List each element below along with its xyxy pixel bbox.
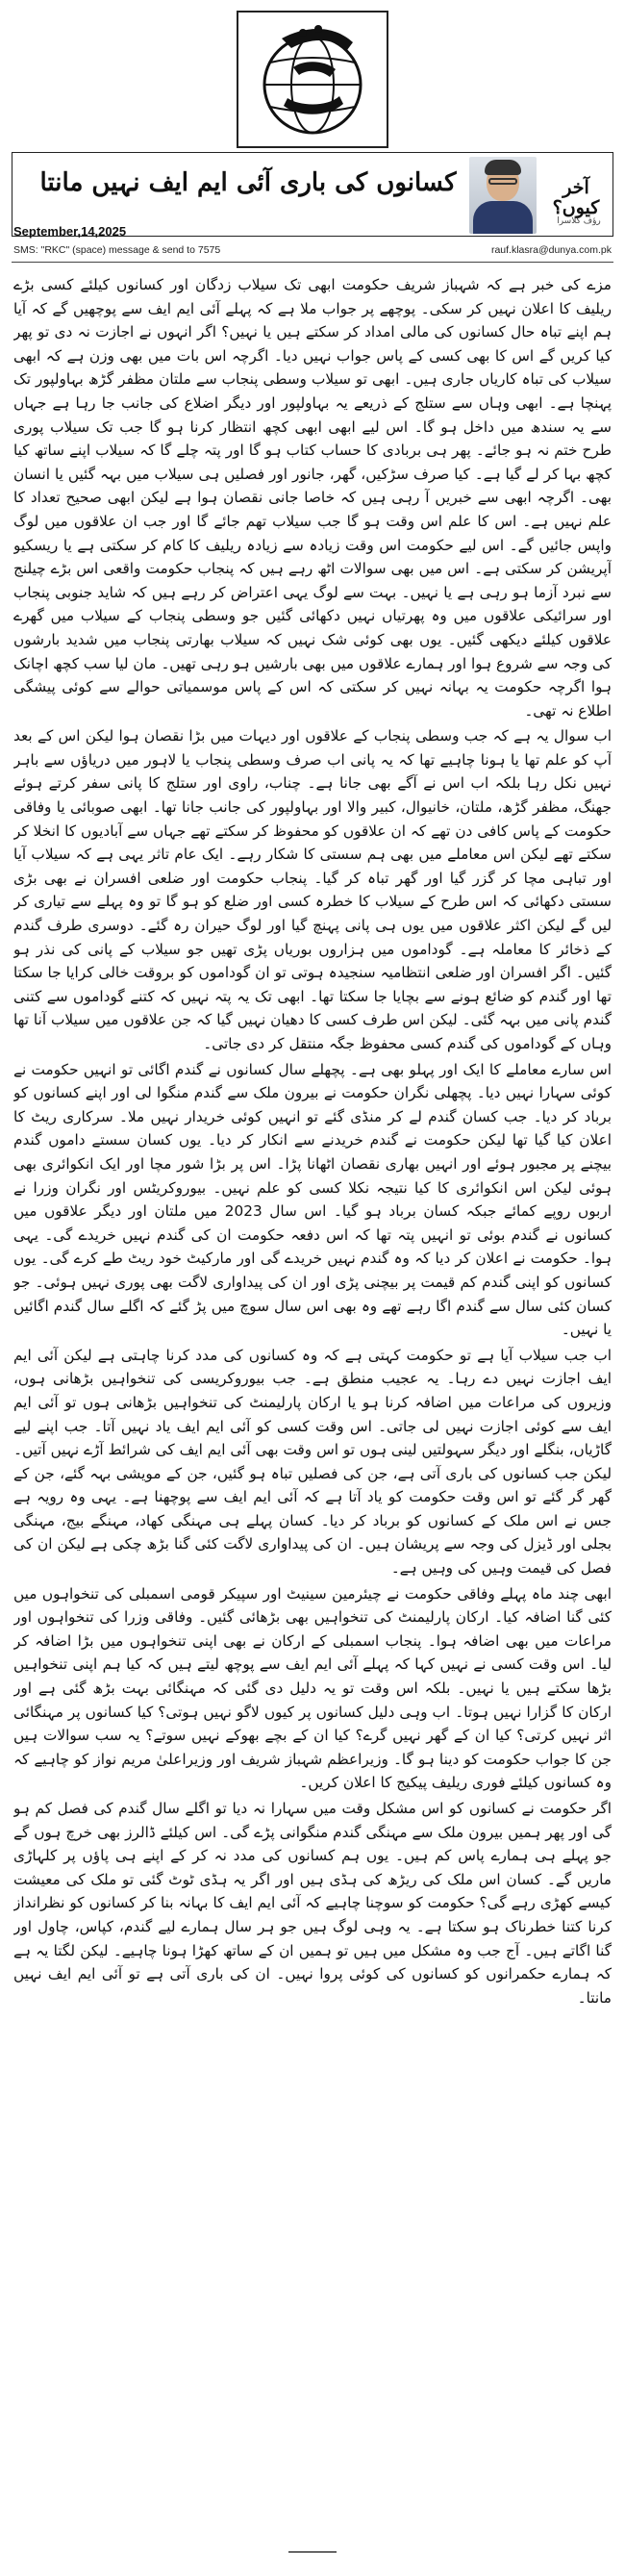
column-name: آخر کیوں؟	[552, 177, 600, 218]
publish-date: September,14,2025	[13, 224, 127, 239]
article-paragraph: اس سارے معاملے کا ایک اور پہلو بھی ہے۔ پچھلے سال کسانوں نے گندم اگائی تو انہیں حکومت نے کوئی سہارا نہیں دیا۔ پچھلی نگران حکومت نے بیرون ملک سے گندم منگوا لی اور اپنے کسانوں کو برباد کر دیا۔ جب کسان گندم لے کر منڈی گئے تو انہیں کوئی خریدار نہیں ملا۔ سرکاری ریٹ کا اعلان کیا گیا تھا لیکن حکومت نے گندم خریدنے سے انکار کر دیا۔ یوں کسان سستے داموں گندم بیچنے پر مجبور ہوئے اور انہیں بھاری نقصان اٹھانا پڑا۔ اس پر بڑا شور مچا اور ایک انکوائری بھی ہوئی لیکن اس انکوائری کا کیا نتیجہ نکلا کسی کو علم نہیں۔ بیوروکریٹس اور نگران وزرا نے اربوں روپے کمائے جبکہ کسان برباد ہو گیا۔ اس سال 2023 میں ملتان اور دیگر علاقوں میں کسانوں نے گندم بوئی تو انہیں پتہ تھا کہ اس دفعہ حکومت ان کی گندم نہیں خریدے گی۔ یہی ہوا۔ حکومت نے اعلان کر دیا کہ وہ گندم نہیں خریدے گی اور مارکیٹ خود ریٹ طے کرے گی۔ یوں کسانوں کو اپنی گندم کم قیمت پر بیچنی پڑی اور ان کی پیداواری لاگت بھی پوری نہیں ہوئی۔ جو کسان کئی سال سے گندم اگا رہے تھے وہ بھی اس سال سوچ میں پڑ گئے کہ اگلے سال گندم اگائیں یا نہیں۔	[13, 1060, 612, 1339]
article-paragraph: اگر حکومت نے کسانوں کو اس مشکل وقت میں سہارا نہ دیا تو اگلے سال گندم کی فصل کم ہو گی اور پھر ہمیں بیرون ملک سے مہنگی گندم منگوانی پڑے گی۔ اس کیلئے ڈالرز بھی خرچ ہوں گے جو پہلے ہی ہمارے پاس کم ہیں۔ یوں ہم کسانوں کی مدد نہ کر کے اپنے ہی پاؤں پر کلہاڑی ماریں گے۔ کسان اس ملک کی ریڑھ کی ہڈی ہیں اور اگر یہ ہڈی ٹوٹ گئی تو ملک کی معیشت کیسے کھڑی رہے گی؟ حکومت کو سوچنا چاہیے کہ آئی ایم ایف کا بہانہ بنا کر کسانوں کو نظرانداز کرنا کتنا خطرناک ہو سکتا ہے۔ یہ وہی لوگ ہیں جو ہر سال ہمارے لیے گندم، کپاس، چاول اور گنا اگاتے ہیں۔ آج جب وہ مشکل میں ہیں تو ہمیں ان کے ساتھ کھڑا ہونا چاہیے۔ لیکن لگتا یہ ہے کہ ہمارے حکمرانوں کو کسانوں کی کوئی پروا نہیں۔ ان کی باری آتی ہے تو آئی ایم ایف نہیں مانتا۔	[13, 1800, 612, 2007]
sms-instructions: SMS: "RKC" (space) message & send to 7575	[13, 244, 221, 256]
author-portrait-icon	[469, 157, 537, 234]
author-email-link[interactable]: rauf.klasra@dunya.com.pk	[490, 244, 612, 256]
article-paragraph: اب سوال یہ ہے کہ جب وسطی پنجاب کے علاقوں اور دیہات میں بڑا نقصان ہوا لیکن اس کے بعد آپ کو علم تھا یا ہونا چاہیے تھا کہ یہ پانی اب صرف وسطی پنجاب یا لاہور میں دریاؤں سے باہر نہیں نکل رہا بلکہ اب اس نے آگے بھی جانا ہے۔ چناب، راوی اور ستلج کا پانی سفر کرتے ہوئے جھنگ، مظفر گڑھ، ملتان، خانیوال، کبیر والا اور بہاولپور کی جانب جانا تھا۔ ابھی صوبائی یا وفاقی حکومت کے پاس کافی دن تھے کہ ان علاقوں کو محفوظ کر سکتے تھے جہاں سے آبادیوں کا انخلا کر سکتے تھے لیکن اس معاملے میں بھی ہم سستی کا شکار رہے۔ ایک عام تاثر یہی ہے کہ سیلاب آیا اور تباہی مچا کر گزر گیا اور گھر تباہ کر گیا۔ پنجاب حکومت اور ضلعی افسران نے بھی بڑی سستی دکھائی کہ اس طرح کے سیلاب کا خطرہ کسی اور ضلع کو ہو گا تو وہ پہلے سے تیاری کر لیں گے لیکن اکثر علاقوں میں یوں ہی پانی پہنچ گیا اور لوگ حیران رہ گئے۔ دوسری طرف گندم کے ذخائر کا معاملہ ہے۔ گوداموں میں ہزاروں بوریاں پڑی تھیں جو سیلاب کے پانی کی نذر ہو گئیں۔ اگر افسران اور ضلعی انتظامیہ سنجیدہ ہوتی تو ان گوداموں کو بروقت خالی کرایا جا سکتا تھا اور گندم کو ضائع ہونے سے بچایا جا سکتا تھا۔ ابھی تک یہ پتہ نہیں کہ کتنے گوداموں سے کتنی گندم پانی میں بہہ گئی۔ لیکن اس طرف کسی کا دھیان نہیں گیا کہ جن علاقوں میں سیلاب آنا تھا وہاں کے گوداموں کی گندم کسی محفوظ جگہ منتقل کر دی جاتی۔	[13, 727, 612, 1052]
article-paragraph: ابھی چند ماہ پہلے وفاقی حکومت نے چیئرمین سینیٹ اور سپیکر قومی اسمبلی کی تنخواہوں میں کئی گنا اضافہ کیا۔ ارکان پارلیمنٹ کی تنخواہیں بھی بڑھائی گئیں۔ وفاقی وزرا کی تنخواہوں اور مراعات میں بھی اضافہ ہوا۔ پنجاب اسمبلی کے ارکان نے بھی اپنی تنخواہوں میں بڑا اضافہ کر لیا۔ اس وقت کسی نے نہیں کہا کہ پہلے آئی ایم ایف سے پوچھ لیتے ہیں کہ کیا ہم اپنی تنخواہیں بڑھا سکتے ہیں یا نہیں۔ بلکہ اس وقت تو یہ دلیل دی گئی کہ مہنگائی بہت بڑھ گئی ہے اور ارکان کا گزارا نہیں ہوتا۔ اب وہی دلیل کسانوں پر کیوں لاگو نہیں ہوتی؟ کیا کسانوں پر مہنگائی اثر نہیں کرتی؟ کیا ان کے گھر نہیں گرے؟ کیا ان کے بچے بھوکے نہیں سوتے؟ یہ سب سوالات ہیں جن کا جواب حکومت کو دینا ہو گا۔ وزیراعظم شہباز شریف اور وزیراعلیٰ مریم نواز کو چاہیے کہ وہ کسانوں کیلئے فوری ریلیف پیکیج کا اعلان کریں۔	[13, 1584, 612, 1792]
contact-row	[13, 242, 612, 260]
article-end-divider	[288, 2551, 337, 2553]
masthead	[0, 0, 625, 154]
article-body	[13, 273, 612, 2563]
dunya-globe-logo-icon	[236, 10, 389, 149]
dunya-logo	[236, 10, 389, 149]
header-divider	[12, 262, 613, 263]
article-paragraph: مزے کی خبر ہے کہ شہباز شریف حکومت ابھی تک سیلاب زدگان اور کسانوں کیلئے کسی بڑے ریلیف کا اعلان نہیں کر سکی۔ پوچھے پر جواب ملا ہے کہ پہلے آئی ایم ایف سے پوچھیں گے کہ آیا ہم اپنے تباہ حال کسانوں کی مالی امداد کر سکتے ہیں یا نہیں؟ اگر انہوں نے اجازت نہ دی تو پھر کیا کریں گے اس کا بھی کسی کے پاس جواب نہیں دیا۔ اگرچہ اس بات میں بھی وزن ہے کہ ابھی سیلاب کی تباہ کاریاں جاری ہیں۔ ابھی تو سیلاب وسطی پنجاب سے ملتان مظفر گڑھ بہاولپور تک پہنچا ہے۔ ابھی وہاں سے ستلج کے ذریعے یہ بہاولپور اور دیگر اضلاع کی جانب جا رہا ہے جہاں سے یہ سندھ میں داخل ہو گا۔ اس لیے ابھی ابھی کچھ انتظار کرنا ہو گا جب تک سیلاب پوری طرح ختم نہ ہو جائے۔ پھر ہی بربادی کا حساب کتاب ہو گا اور پتہ چلے گا کہ سیلاب اپنے ساتھ کیا کچھ بہا کر لے گیا ہے۔ کیا صرف سڑکیں، گھر، جانور اور فصلیں ہی سیلاب میں بہہ گئیں یا انسان بھی۔ اگرچہ ابھی سے خبریں آ رہی ہیں کہ خاصا جانی نقصان ہوا ہے لیکن ابھی صحیح تعداد کا علم نہیں ہے۔ اس کا علم اس وقت ہو گا جب سیلاب تھم جائے گا اور جب ان علاقوں میں لوگ واپس جائیں گے۔ اس لیے حکومت اس وقت زیادہ سے زیادہ ریلیف کا کام کر سکتی ہے یا ریسکیو آپریشن کر سکتی ہے۔ اس میں بھی سوالات اٹھ رہے ہیں کہ پنجاب حکومت واقعی اس بڑے چیلنج سے نبرد آزما ہو رہی ہے یا نہیں۔ بہت سے لوگ یہی اعتراض کر رہے ہیں کہ شاید جنوبی پنجاب اور سرائیکی علاقوں میں وہ پھرتیاں نہیں دکھائی گئیں جو وسطی پنجاب کے سیلاب میں گھرے علاقوں کیلئے دیکھی گئیں۔ یوں بھی کوئی شک نہیں کہ سیلاب بھارتی پنجاب میں شدید بارشوں کی وجہ سے شروع ہوا اور ہمارے علاقوں میں بھی بارشیں ہو رہی تھیں۔ مان لیا سب کچھ اچانک ہوا اگرچہ حکومت یہ بہانہ نہیں کر سکتی کہ اس کے پاس موسمیاتی حوالے سے کوئی پیشگی اطلاع نہ تھی۔	[13, 276, 612, 720]
article-paragraph: اب جب سیلاب آیا ہے تو حکومت کہتی ہے کہ وہ کسانوں کی مدد کرنا چاہتی ہے لیکن آئی ایم ایف اجازت نہیں دے رہا۔ یہ عجیب منطق ہے۔ جب بیوروکریسی کی تنخواہیں بڑھانی ہوں، وزیروں کی مراعات میں اضافہ کرنا ہو یا ارکان پارلیمنٹ کی تنخواہیں بڑھانی ہوں تو آئی ایم ایف سے کوئی اجازت نہیں لی جاتی۔ اس وقت کسی کو آئی ایم ایف یاد نہیں آتا۔ جب اپنے لیے گاڑیاں، بنگلے اور دیگر سہولتیں لینی ہوں تو اس وقت بھی آئی ایم ایف کی شرائط آڑے نہیں آتیں۔ لیکن جب کسانوں کی باری آتی ہے، جن کی فصلیں تباہ ہو گئیں، جن کے مویشی بہہ گئے، جن کے گھر گر گئے تو اس وقت حکومت کو یاد آتا ہے کہ آئی ایم ایف سے پوچھنا ہے۔ یہی وہ رویہ ہے جس نے اس ملک کے کسانوں کو برباد کر دیا۔ کسان پہلے ہی مہنگی کھاد، مہنگے بیج، مہنگی بجلی اور ڈیزل کی وجہ سے پریشان ہیں۔ ان کی پیداواری لاگت کئی گنا بڑھ چکی ہے لیکن ان کی فصل کی قیمت وہیں کی وہیں ہے۔	[13, 1346, 612, 1578]
author-name: رؤف کلاسرا	[557, 216, 601, 226]
article-title: کسانوں کی باری آئی ایم ایف نہیں مانتا	[39, 168, 457, 197]
